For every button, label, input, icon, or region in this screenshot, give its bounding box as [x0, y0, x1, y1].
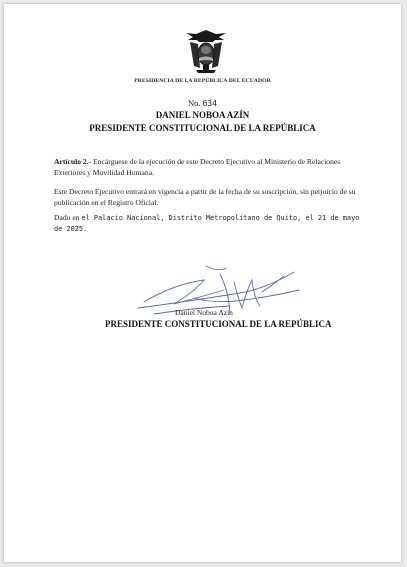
signatory-title: PRESIDENTE CONSTITUCIONAL DE LA REPÚBLICA [105, 319, 332, 329]
document-page [4, 4, 401, 562]
given-text: el Palacio Nacional, Distrito Metropolitano de Quito, el 21 de mayo de 2025. [54, 214, 360, 233]
given-paragraph [54, 213, 366, 234]
decree-number-label: No. [187, 98, 201, 108]
decree-number [4, 98, 401, 108]
president-name: DANIEL NOBOA AZÍN [155, 110, 250, 120]
article-text: Encárguese de la ejecución de este Decreto Ejecutivo al Ministerio de Relaciones Exteriores y Movilidad Humana. [54, 157, 341, 177]
decree-number-value: 634 [202, 99, 218, 108]
article-paragraph [54, 157, 366, 178]
signatory-name: Daniel Noboa Azín [175, 308, 233, 317]
given-prefix: Dado en [54, 213, 80, 222]
president-title: PRESIDENTE CONSTITUCIONAL DE LA REPÚBLICA [89, 123, 316, 133]
national-coat-of-arms-icon [184, 28, 228, 76]
institution-header: PRESIDENCIA DE LA REPÚBLICA DEL ECUADOR [134, 78, 271, 84]
effective-paragraph: Este Decreto Ejecutivo entrará en vigencia a partir de la fecha de su suscripción, sin perjuicio de su publicación en el Registro Oficial. [54, 187, 356, 207]
article-label: Artículo 2.- [54, 157, 92, 166]
